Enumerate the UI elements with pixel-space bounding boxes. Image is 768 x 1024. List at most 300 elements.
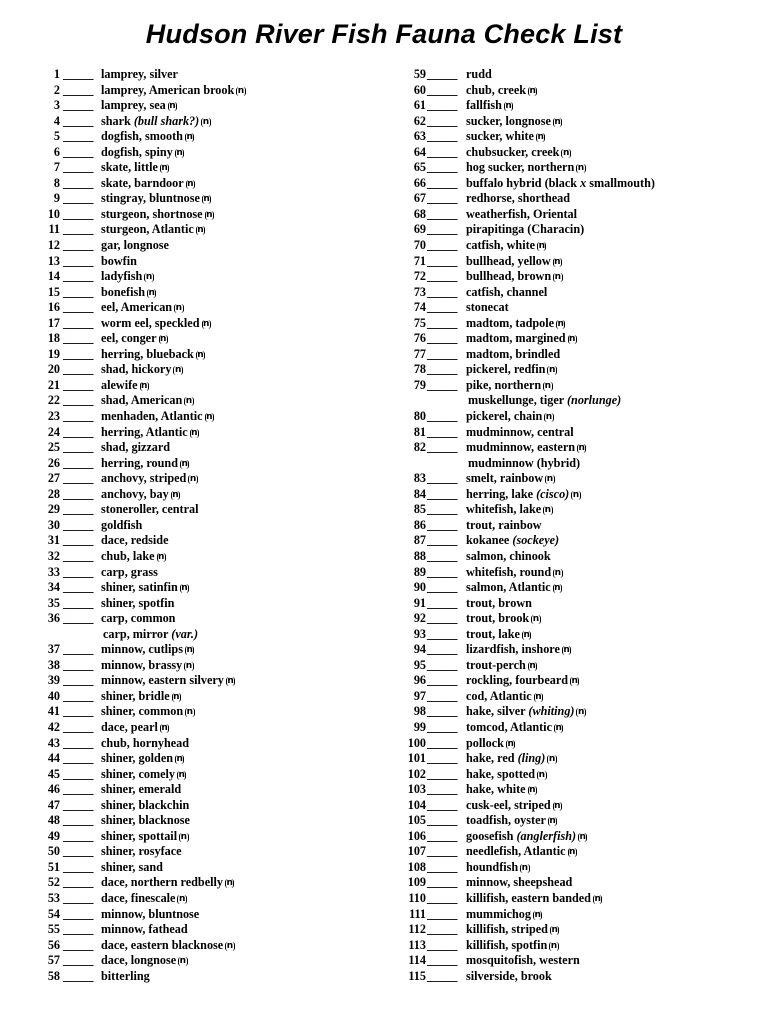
checkbox-blank[interactable]: _____ [427,968,458,983]
checkbox-blank[interactable]: _____ [427,315,458,330]
checkbox-blank[interactable]: _____ [63,859,94,874]
checkbox-blank[interactable]: _____ [427,284,458,299]
checkbox-blank[interactable]: _____ [63,160,94,175]
checkbox-blank[interactable]: _____ [427,751,458,766]
checkbox-blank[interactable]: _____ [63,813,94,828]
native-species-icon: n [579,831,586,842]
checkbox-blank[interactable]: _____ [63,844,94,859]
checkbox-blank[interactable]: _____ [63,486,94,501]
checkbox-blank[interactable]: _____ [427,844,458,859]
checkbox-blank[interactable]: _____ [63,766,94,781]
species-common-name: shiner, comely [101,766,176,781]
checkbox-blank[interactable]: _____ [427,206,458,221]
checkbox-blank[interactable]: _____ [63,129,94,144]
checkbox-blank[interactable]: _____ [63,346,94,361]
species-common-name: killifish, eastern banded [466,890,591,905]
native-species-icon: n [186,645,193,656]
checkbox-blank[interactable]: _____ [427,331,458,346]
native-species-icon: n [535,691,542,702]
checklist-row [400,347,740,363]
checkbox-blank[interactable]: _____ [427,719,458,734]
species-name [466,704,586,720]
checklist-row [400,533,740,549]
checkbox-blank[interactable]: _____ [63,890,94,905]
row-number: 55 [47,922,60,937]
species-name [466,114,562,130]
checkbox-blank[interactable]: _____ [63,673,94,688]
checkbox-blank[interactable]: _____ [427,191,458,206]
checklist-row [400,207,740,223]
checkbox-blank[interactable]: _____ [427,144,458,159]
species-name [101,580,189,596]
species-common-name: trout, lake [466,626,520,641]
row-number: 37 [47,642,60,657]
species-common-name: salmon, Atlantic [466,580,551,595]
checklist-row [36,98,376,114]
checklist-row [36,938,376,954]
checkbox-blank[interactable]: _____ [427,626,458,641]
species-name [466,658,537,674]
checkbox-blank[interactable]: _____ [63,269,94,284]
checkbox-blank[interactable]: _____ [63,253,94,268]
species-note: x [580,175,587,190]
row-number: 29 [47,502,60,517]
checkbox-blank[interactable]: _____ [427,362,458,377]
row-number: 39 [47,673,60,688]
species-name [101,720,169,736]
checklist-row [400,829,740,845]
checkbox-blank[interactable]: _____ [63,471,94,486]
native-species-icon: n [572,489,580,500]
native-species-icon: n [554,567,562,578]
species-common-name: pickerel, chain [466,409,543,424]
species-name [466,254,562,270]
species-common-name: carp, grass [101,564,158,579]
native-species-icon: n [577,707,585,718]
row-number: 61 [413,98,426,113]
checklist-row [400,565,740,581]
native-species-icon: n [551,925,558,936]
checkbox-blank[interactable]: _____ [427,424,458,439]
native-species-icon: n [206,412,213,423]
checkbox-blank[interactable]: _____ [427,346,458,361]
row-number: 109 [407,875,426,890]
checklist-row [36,393,376,409]
checklist-row [36,456,376,472]
row-number: 80 [413,409,426,424]
native-species-icon: n [180,831,187,842]
species-common-name: shark [101,113,131,128]
checklist-row [36,114,376,130]
row-number: 101 [407,751,426,766]
species-common-name: shad, American [101,393,183,408]
native-species-icon: n [549,816,556,827]
native-species-icon: n [186,132,193,143]
checklist-row [400,440,740,456]
row-number: 17 [47,315,60,330]
native-species-icon: n [179,956,187,967]
native-species-icon: n [175,303,182,314]
species-common-name: madtom, brindled [466,346,561,361]
checkbox-blank[interactable]: _____ [63,144,94,159]
checkbox-blank[interactable]: _____ [63,548,94,563]
species-name [101,813,190,829]
row-number: 59 [413,67,426,81]
checklist-row [400,362,740,378]
checkbox-blank[interactable]: _____ [427,704,458,719]
checkbox-blank[interactable]: _____ [427,113,458,128]
row-number: 72 [413,269,426,284]
checklist-row [36,844,376,860]
native-species-icon: n [507,738,514,749]
checkbox-blank[interactable]: _____ [427,502,458,517]
row-number: 82 [413,440,426,455]
checkbox-blank[interactable]: _____ [63,191,94,206]
species-name [101,798,189,814]
checkbox-blank[interactable]: _____ [427,160,458,175]
species-name [466,518,542,534]
checklist-row [400,145,740,161]
checkbox-blank[interactable]: _____ [63,424,94,439]
checkbox-blank[interactable]: _____ [427,377,458,392]
checkbox-blank[interactable]: _____ [427,595,458,610]
checklist-column-left [36,67,376,984]
checkbox-blank[interactable]: _____ [427,238,458,253]
checkbox-blank[interactable]: _____ [427,222,458,237]
row-number: 18 [47,331,60,346]
species-common-name: minnow, brassy [101,657,183,672]
checklist-row [36,829,376,845]
checkbox-blank[interactable]: _____ [427,611,458,626]
species-name [466,285,547,301]
checkbox-blank[interactable]: _____ [427,98,458,113]
native-species-icon: n [160,334,167,345]
species-name [101,751,184,767]
row-number: 47 [47,797,60,812]
checkbox-blank[interactable]: _____ [63,393,94,408]
checkbox-blank[interactable]: _____ [427,642,458,657]
row-number: 9 [53,191,60,206]
native-species-icon: n [158,551,165,562]
checkbox-blank[interactable]: _____ [427,890,458,905]
row-number: 91 [413,595,426,610]
checkbox-blank[interactable]: _____ [63,751,94,766]
checkbox-blank[interactable]: _____ [63,113,94,128]
species-common-name: chub, hornyhead [101,735,190,750]
checkbox-blank[interactable]: _____ [63,222,94,237]
species-name [466,580,562,596]
native-species-icon: n [203,194,210,205]
native-species-icon: n [563,645,570,656]
row-number: 34 [47,580,60,595]
checklist-row [400,176,740,192]
checklist-row [400,67,740,83]
checkbox-blank[interactable]: _____ [63,362,94,377]
checklist-row [36,129,376,145]
checkbox-blank[interactable]: _____ [63,688,94,703]
row-number: 31 [47,533,60,548]
species-name [466,207,577,223]
checkbox-blank[interactable]: _____ [63,533,94,548]
native-species-icon: n [562,147,570,158]
species-common-name: shiner, satinfin [101,580,178,595]
native-species-icon: n [174,365,182,376]
species-common-name: goldfish [101,517,143,532]
native-species-icon: n [544,505,552,516]
checkbox-blank[interactable]: _____ [427,937,458,952]
species-common-name: sturgeon, shortnose [101,206,203,221]
row-number: 69 [413,222,426,237]
checkbox-blank[interactable]: _____ [427,657,458,672]
species-name [466,67,492,83]
checkbox-blank[interactable]: _____ [63,797,94,812]
row-number: 86 [413,517,426,532]
species-common-name: pike, northern [466,377,542,392]
row-number: 73 [413,284,426,299]
checkbox-blank[interactable]: _____ [427,859,458,874]
row-number: 8 [53,175,60,190]
checkbox-blank[interactable]: _____ [427,471,458,486]
checkbox-blank[interactable]: _____ [427,735,458,750]
species-name [101,487,180,503]
checkbox-blank[interactable]: _____ [63,564,94,579]
species-name [466,222,584,238]
native-species-icon: n [557,318,564,329]
species-name [101,440,170,456]
row-number: 63 [413,129,426,144]
species-name [466,689,543,705]
checklist-row [400,222,740,238]
species-name [101,285,156,301]
checklist-row [400,736,740,752]
row-number: 7 [53,160,60,175]
row-number: 89 [413,564,426,579]
row-number: 83 [413,471,426,486]
checkbox-blank[interactable]: _____ [427,782,458,797]
native-species-icon: n [544,380,552,391]
checkbox-blank[interactable]: _____ [63,409,94,424]
checkbox-blank[interactable]: _____ [63,828,94,843]
species-name [466,83,537,99]
species-note: (anglerfish) [516,828,577,843]
species-name [466,533,559,549]
checkbox-blank[interactable]: _____ [63,953,94,968]
row-number: 110 [408,890,426,905]
checklist-row [36,627,376,643]
checkbox-blank[interactable]: _____ [63,782,94,797]
checkbox-blank[interactable]: _____ [63,906,94,921]
row-number: 85 [413,502,426,517]
checkbox-blank[interactable]: _____ [427,766,458,781]
species-common-name: ladyfish [101,269,143,284]
checkbox-blank[interactable]: _____ [427,797,458,812]
checkbox-blank[interactable]: _____ [63,657,94,672]
species-name [101,316,211,332]
species-name [101,471,198,487]
checklist-row [400,549,740,565]
species-name [466,378,553,394]
checkbox-blank[interactable]: _____ [63,206,94,221]
checkbox-blank[interactable]: _____ [427,906,458,921]
native-species-icon: n [532,614,540,625]
species-common-name: shiner, spottail [101,828,178,843]
checkbox-blank[interactable]: _____ [427,813,458,828]
row-number: 108 [407,859,426,874]
checkbox-blank[interactable]: _____ [63,175,94,190]
checkbox-blank[interactable]: _____ [427,533,458,548]
species-name [101,533,168,549]
species-name [466,409,554,425]
checklist-row [400,891,740,907]
species-name [101,767,186,783]
checkbox-blank[interactable]: _____ [427,564,458,579]
checkbox-blank[interactable]: _____ [63,82,94,97]
checkbox-blank[interactable]: _____ [427,517,458,532]
checkbox-blank[interactable]: _____ [63,968,94,983]
species-common-name: trout, brook [466,611,530,626]
checkbox-blank[interactable]: _____ [63,284,94,299]
species-common-name: carp, mirror [103,626,169,641]
checklist-row [36,813,376,829]
checkbox-blank[interactable]: _____ [427,875,458,890]
checkbox-blank[interactable]: _____ [427,409,458,424]
species-name [466,969,552,985]
species-name [466,782,537,798]
species-common-name: bitterling [101,968,150,983]
species-name [466,844,577,860]
species-name [101,969,150,985]
species-common-name: shiner, bridle [101,688,170,703]
native-species-icon: n [546,474,554,485]
checkbox-blank[interactable]: _____ [63,937,94,952]
species-name [466,860,530,876]
species-name [101,114,211,130]
checkbox-blank[interactable]: _____ [427,580,458,595]
native-species-icon: n [569,847,576,858]
checkbox-blank[interactable]: _____ [427,67,458,81]
checklist-row [36,969,376,985]
checkbox-blank[interactable]: _____ [63,875,94,890]
checkbox-blank[interactable]: _____ [427,922,458,937]
checkbox-blank[interactable]: _____ [427,953,458,968]
checkbox-blank[interactable]: _____ [63,377,94,392]
species-name [101,378,149,394]
species-note: (sockeye) [512,533,560,548]
row-number: 74 [413,300,426,315]
row-number: 98 [413,704,426,719]
row-number: 35 [47,595,60,610]
species-common-name: mudminnow (hybrid) [468,455,581,470]
checkbox-blank[interactable]: _____ [427,253,458,268]
native-species-icon: n [537,132,544,143]
checkbox-blank[interactable]: _____ [63,502,94,517]
checkbox-blank[interactable]: _____ [427,175,458,190]
checkbox-blank[interactable]: _____ [63,595,94,610]
species-name [101,176,195,192]
checkbox-blank[interactable]: _____ [427,82,458,97]
species-name [101,67,178,83]
row-number: 70 [413,238,426,253]
checkbox-blank[interactable]: _____ [63,719,94,734]
species-common-name: herring, lake [466,486,534,501]
checkbox-blank[interactable]: _____ [427,129,458,144]
checkbox-blank[interactable]: _____ [427,548,458,563]
species-common-name: pollock [466,735,504,750]
species-name [466,798,562,814]
species-common-name: rockling, fourbeard [466,673,569,688]
species-name [101,254,137,270]
species-name [101,782,181,798]
checkbox-blank[interactable]: _____ [63,455,94,470]
species-name [101,425,199,441]
species-name [466,471,555,487]
row-number: 49 [47,828,60,843]
checklist-row [36,409,376,425]
checkbox-blank[interactable]: _____ [427,828,458,843]
row-number: 62 [413,113,426,128]
checkbox-blank[interactable]: _____ [63,735,94,750]
checkbox-blank[interactable]: _____ [63,238,94,253]
species-common-name: dace, redside [101,533,169,548]
species-common-name: shiner, emerald [101,782,182,797]
species-note: (ling) [517,751,546,766]
row-number: 77 [413,346,426,361]
species-name [101,409,214,425]
species-common-name: minnow, eastern silvery [101,673,224,688]
checklist-row [36,425,376,441]
checkbox-blank[interactable]: _____ [63,922,94,937]
species-common-name: madtom, tadpole [466,315,555,330]
species-name [466,160,586,176]
checkbox-blank[interactable]: _____ [427,673,458,688]
species-common-name: dace, longnose [101,953,177,968]
species-name [466,347,560,363]
checklist-row [400,642,740,658]
species-common-name: dogfish, spiny [101,144,173,159]
checkbox-blank[interactable]: _____ [63,315,94,330]
checkbox-blank[interactable]: _____ [427,269,458,284]
checklist-row [36,673,376,689]
species-name [466,673,579,689]
row-number: 5 [53,129,60,144]
native-species-icon: n [554,583,561,594]
checkbox-blank[interactable]: _____ [63,517,94,532]
species-common-name: stoneroller, central [101,502,199,517]
checkbox-blank[interactable]: _____ [63,704,94,719]
checkbox-blank[interactable]: _____ [427,486,458,501]
species-common-name: killifish, spotfin [466,937,548,952]
species-common-name: weatherfish, Oriental [466,206,578,221]
checkbox-blank[interactable]: _____ [63,67,94,81]
checkbox-blank[interactable]: _____ [63,331,94,346]
checkbox-blank[interactable]: _____ [427,440,458,455]
species-common-name: lamprey, American brook [101,82,235,97]
checkbox-blank[interactable]: _____ [63,611,94,626]
checkbox-blank[interactable]: _____ [63,440,94,455]
checklist-row [36,316,376,332]
row-number: 54 [47,906,60,921]
checkbox-blank[interactable]: _____ [427,300,458,315]
checkbox-blank[interactable]: _____ [63,580,94,595]
checkbox-blank[interactable]: _____ [63,300,94,315]
checklist-row [36,720,376,736]
checkbox-blank[interactable]: _____ [63,642,94,657]
checklist-row [36,160,376,176]
checkbox-blank[interactable]: _____ [427,688,458,703]
species-name [466,565,563,581]
checkbox-blank[interactable]: _____ [63,98,94,113]
native-species-icon: n [226,878,233,889]
